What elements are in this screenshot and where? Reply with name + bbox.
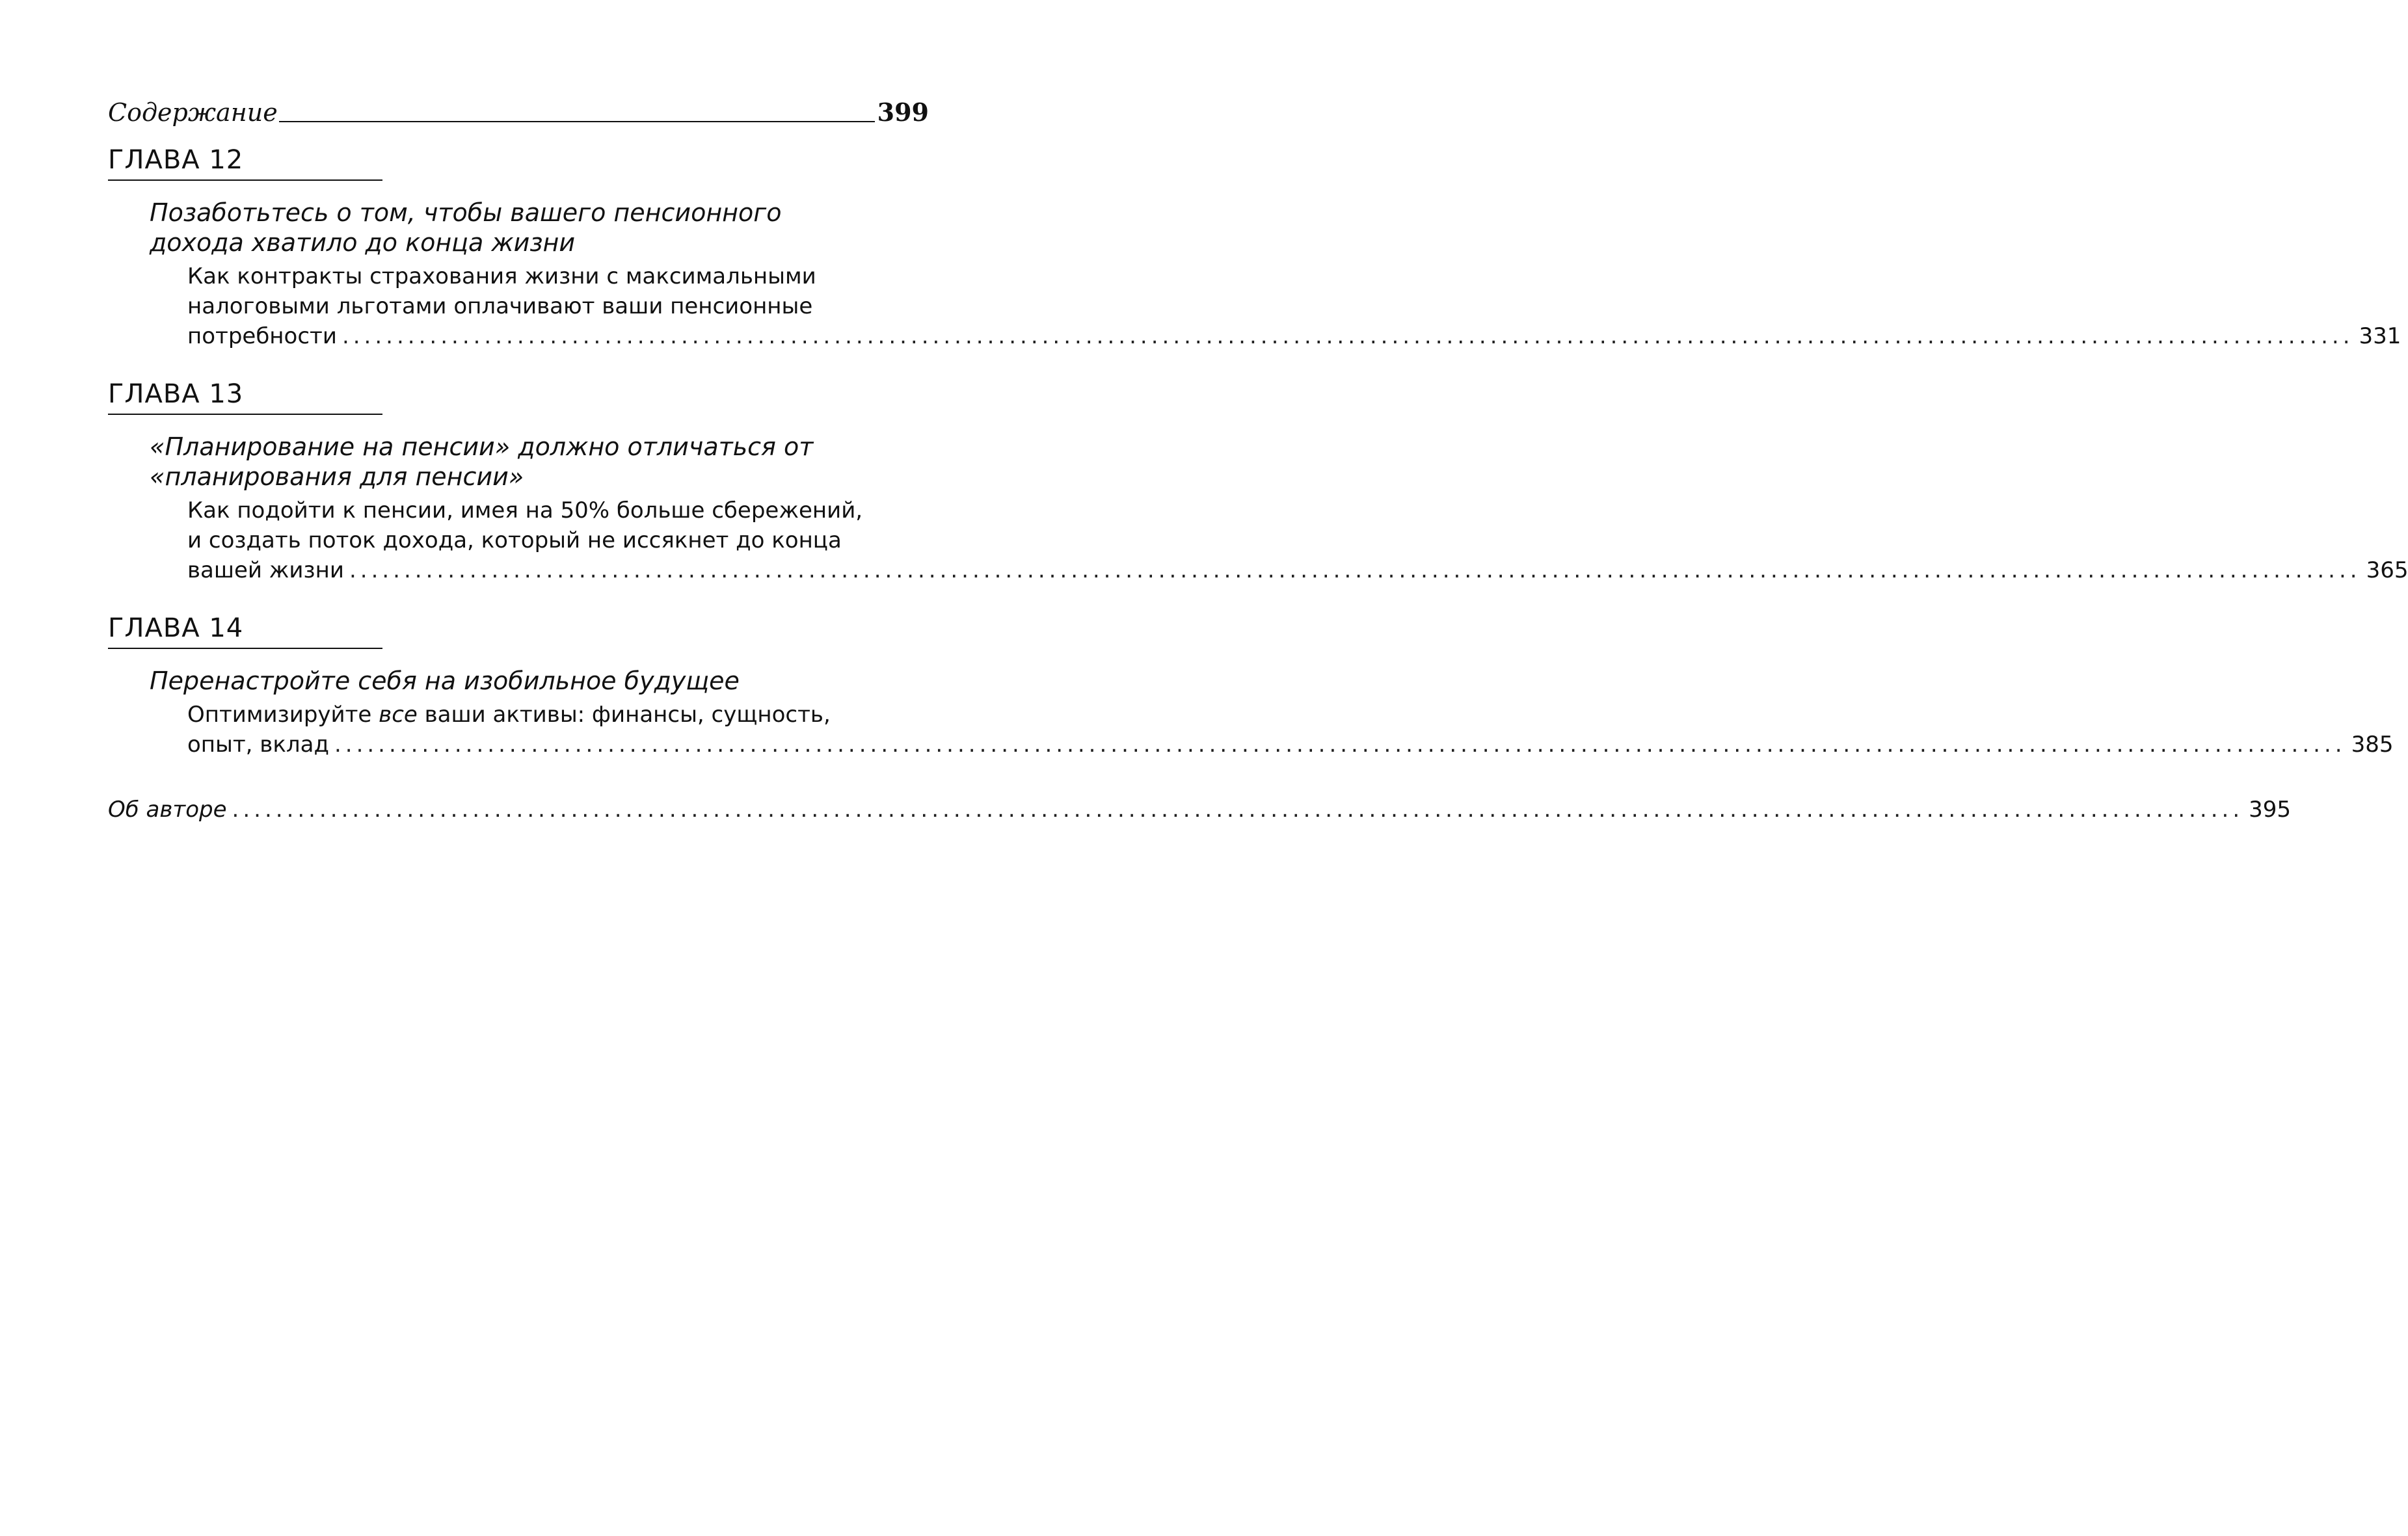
toc-entry[interactable] <box>187 700 2394 760</box>
toc-entry-text: Оптимизируйте <box>187 702 379 728</box>
toc-entry-about-author[interactable] <box>108 795 2292 825</box>
toc-entry-line: опыт, вклад <box>187 732 329 758</box>
chapter-title <box>150 432 929 492</box>
running-header-title: Содержание <box>108 98 278 127</box>
toc-page-number: 331 <box>2359 323 2401 349</box>
dot-leader: ........................................................................................................................................................................................ <box>232 797 2244 823</box>
chapter-title-line: «планирования для пенсии» <box>150 462 524 491</box>
running-header-page-number: 399 <box>877 98 929 127</box>
toc-entry-line: вашей жизни <box>187 557 344 583</box>
toc-entry-leader-line <box>108 795 2292 825</box>
running-header <box>108 88 929 125</box>
about-author-label: Об авторе <box>108 797 227 823</box>
toc-entry[interactable] <box>187 261 2401 351</box>
toc-entry-line <box>187 700 929 730</box>
chapter-heading: ГЛАВА 13 <box>108 381 382 415</box>
toc-page-number: 365 <box>2366 557 2408 583</box>
chapter-title <box>150 198 929 258</box>
chapter-title-line: Перенастройте себя на изобильное будущее <box>150 667 740 695</box>
chapter-heading: ГЛАВА 12 <box>108 147 382 181</box>
toc-entry-leader-line <box>187 321 2401 351</box>
chapter-14 <box>108 613 2394 760</box>
chapter-title-line: «Планирование на пенсии» должно отличаться от <box>150 432 814 461</box>
toc-page-number: 395 <box>2249 797 2292 823</box>
chapter-12 <box>108 145 2401 351</box>
chapter-title-line: дохода хватило до конца жизни <box>150 228 576 257</box>
dot-leader: ........................................................................................................................................................................................ <box>334 732 2346 758</box>
toc-entry[interactable] <box>187 496 2408 585</box>
toc-entry-line: потребности <box>187 323 337 349</box>
toc-entry-line: Как контракты страхования жизни с максимальными <box>187 263 816 289</box>
toc-entry-line: Как подойти к пенсии, имея на 50% больше сбережений, <box>187 497 863 523</box>
chapter-title <box>150 666 929 696</box>
chapter-heading: ГЛАВА 14 <box>108 615 382 649</box>
dot-leader: ........................................................................................................................................................................................ <box>349 557 2361 583</box>
toc-entry-emphasis: все <box>379 702 418 728</box>
toc-entry-line: налоговыми льготами оплачивают ваши пенсионные <box>187 293 813 319</box>
toc-page-number: 385 <box>2351 732 2394 758</box>
toc-entry-leader-line <box>187 730 2394 760</box>
toc-entry-leader-line <box>187 555 2408 585</box>
chapter-13 <box>108 379 2408 585</box>
dot-leader: ........................................................................................................................................................................................ <box>341 323 2354 349</box>
running-header-rule <box>279 121 875 122</box>
toc-entry-line: и создать поток дохода, который не иссякнет до конца <box>187 527 842 553</box>
toc-entry-text: ваши активы: финансы, сущность, <box>417 702 831 728</box>
chapter-title-line: Позаботьтесь о том, чтобы вашего пенсионного <box>150 198 782 227</box>
